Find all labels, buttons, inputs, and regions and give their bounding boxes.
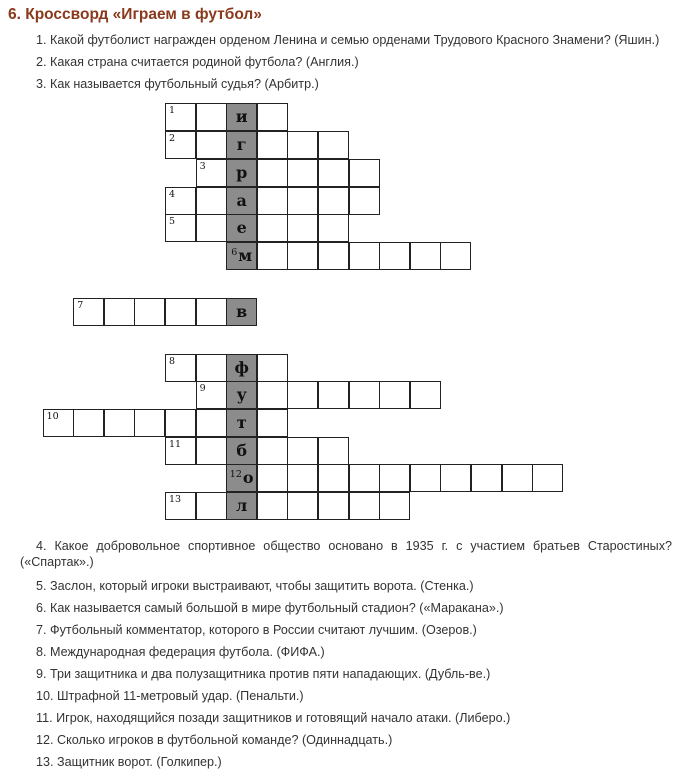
key-letter: р xyxy=(236,163,248,182)
crossword-cell xyxy=(257,381,288,409)
crossword-cell xyxy=(410,464,441,492)
crossword-cell xyxy=(379,464,410,492)
crossword-key-cell xyxy=(226,298,257,326)
crossword-cell xyxy=(196,409,227,437)
crossword-cell xyxy=(196,103,227,131)
key-letter: а xyxy=(236,191,247,210)
question-8: 8. Международная федерация футбола. (ФИФА.) xyxy=(36,645,325,659)
clue-number: 6 xyxy=(231,247,238,258)
crossword-cell xyxy=(349,187,380,215)
crossword-cell xyxy=(318,242,349,270)
clue-number: 8 xyxy=(169,356,176,367)
crossword-cell xyxy=(134,298,165,326)
crossword-cell xyxy=(257,131,288,159)
crossword-cell xyxy=(318,492,349,520)
crossword-key-cell xyxy=(226,159,257,187)
crossword-cell xyxy=(104,298,135,326)
clue-number: 10 xyxy=(46,411,59,422)
crossword-cell xyxy=(318,159,349,187)
key-letter: т xyxy=(236,413,247,432)
crossword-cell xyxy=(196,437,227,465)
key-letter: в xyxy=(236,302,248,321)
crossword-key-cell xyxy=(226,464,257,492)
crossword-key-cell xyxy=(226,103,257,131)
question-9: 9. Три защитника и два полузащитника против пяти нападающих. (Дубль-ве.) xyxy=(36,667,491,681)
key-letter: л xyxy=(236,496,248,515)
crossword-cell xyxy=(165,298,196,326)
crossword-cell xyxy=(318,187,349,215)
key-letter: б xyxy=(236,441,248,460)
clue-number: 7 xyxy=(77,300,84,311)
question-4: 4. Какое добровольное спортивное общество основано в 1935 г. с участием братьев Старостиных? («Спартак».) xyxy=(20,539,672,569)
crossword-cell xyxy=(134,409,165,437)
crossword-key-cell xyxy=(226,354,257,382)
clue-number: 11 xyxy=(169,439,182,450)
question-6: 6. Как называется самый большой в мире футбольный стадион? («Маракана».) xyxy=(36,601,504,615)
crossword-cell xyxy=(196,131,227,159)
crossword-cell xyxy=(440,242,471,270)
crossword-key-cell xyxy=(226,437,257,465)
crossword-cell xyxy=(318,214,349,242)
clue-number: 4 xyxy=(169,189,176,200)
question-11: 11. Игрок, находящийся позади защитников и готовящий начало атаки. (Либеро.) xyxy=(36,711,511,725)
crossword-key-cell xyxy=(226,409,257,437)
crossword-cell xyxy=(257,187,288,215)
crossword-cell xyxy=(349,464,380,492)
crossword-cell xyxy=(318,464,349,492)
crossword-cell xyxy=(73,409,104,437)
crossword-cell xyxy=(379,492,410,520)
crossword-cell xyxy=(287,131,318,159)
crossword-cell xyxy=(318,437,349,465)
clue-number: 13 xyxy=(169,494,182,505)
crossword-cell xyxy=(73,298,104,326)
crossword-cell xyxy=(287,492,318,520)
key-letter: $^{12}$о xyxy=(229,468,254,487)
crossword-cell xyxy=(349,381,380,409)
clue-number: 5 xyxy=(169,216,176,227)
crossword-cell xyxy=(165,187,196,215)
crossword-cell xyxy=(257,492,288,520)
crossword-cell xyxy=(287,464,318,492)
crossword-cell xyxy=(287,214,318,242)
question-13: 13. Защитник ворот. (Голкипер.) xyxy=(36,755,222,769)
clue-number: 2 xyxy=(169,133,176,144)
crossword-cell xyxy=(287,242,318,270)
question-12: 12. Сколько игроков в футбольной команде? (Одиннадцать.) xyxy=(36,733,393,747)
key-letter: ф xyxy=(234,358,249,377)
key-letter: е xyxy=(236,218,247,237)
question-5: 5. Заслон, который игроки выстраивают, чтобы защитить ворота. (Стенка.) xyxy=(36,579,474,593)
crossword-cell xyxy=(43,409,74,437)
crossword-cell xyxy=(257,464,288,492)
crossword-cell xyxy=(410,381,441,409)
crossword-cell xyxy=(257,354,288,382)
crossword-cell xyxy=(379,242,410,270)
crossword-key-cell xyxy=(226,242,257,270)
crossword-cell xyxy=(349,242,380,270)
question-7: 7. Футбольный комментатор, которого в России считают лучшим. (Озеров.) xyxy=(36,623,477,637)
crossword-cell xyxy=(379,381,410,409)
crossword-cell xyxy=(318,381,349,409)
crossword-cell xyxy=(196,187,227,215)
crossword-key-cell xyxy=(226,131,257,159)
clue-number: 12 xyxy=(229,469,242,480)
crossword-cell xyxy=(257,103,288,131)
key-letter: и xyxy=(235,107,248,126)
crossword-key-cell xyxy=(226,187,257,215)
clue-number: 1 xyxy=(169,105,176,116)
clue-number: 3 xyxy=(199,161,206,172)
crossword-cell xyxy=(257,409,288,437)
crossword-cell xyxy=(165,103,196,131)
crossword-cell xyxy=(257,214,288,242)
crossword-cell xyxy=(165,214,196,242)
crossword-cell xyxy=(318,131,349,159)
clue-number: 9 xyxy=(199,383,206,394)
crossword-cell xyxy=(287,159,318,187)
crossword-cell xyxy=(440,464,471,492)
crossword-cell xyxy=(196,159,227,187)
crossword-cell xyxy=(196,354,227,382)
crossword-cell xyxy=(349,159,380,187)
crossword-cell xyxy=(287,381,318,409)
question-1: 1. Какой футболист награжден орденом Ленина и семью орденами Трудового Красного Знамени? (Яшин.) xyxy=(36,33,660,47)
crossword-cell xyxy=(196,381,227,409)
question-2: 2. Какая страна считается родиной футбола? (Англия.) xyxy=(36,55,359,69)
crossword-cell xyxy=(532,464,563,492)
question-3: 3. Как называется футбольный судья? (Арбитр.) xyxy=(36,77,319,91)
key-letter: у xyxy=(236,385,247,404)
crossword-cell xyxy=(287,187,318,215)
crossword-cell xyxy=(165,131,196,159)
crossword-key-cell xyxy=(226,381,257,409)
crossword-cell xyxy=(196,298,227,326)
crossword-cell xyxy=(165,354,196,382)
crossword-cell xyxy=(165,437,196,465)
crossword-cell xyxy=(104,409,135,437)
question-10: 10. Штрафной 11-метровый удар. (Пенальти.) xyxy=(36,689,304,703)
crossword-cell xyxy=(410,242,441,270)
crossword-cell xyxy=(165,492,196,520)
crossword-cell xyxy=(349,492,380,520)
crossword-key-cell xyxy=(226,214,257,242)
crossword-cell xyxy=(502,464,533,492)
crossword-key-cell xyxy=(226,492,257,520)
crossword-cell xyxy=(196,492,227,520)
crossword-cell xyxy=(165,409,196,437)
key-letter: г xyxy=(236,135,247,154)
crossword-cell xyxy=(196,214,227,242)
key-letter: $^6$м xyxy=(231,246,253,265)
crossword-cell xyxy=(471,464,502,492)
page-title: 6. Кроссворд «Играем в футбол» xyxy=(8,6,262,23)
crossword-cell xyxy=(257,437,288,465)
crossword-cell xyxy=(257,159,288,187)
crossword-cell xyxy=(287,437,318,465)
crossword-cell xyxy=(257,242,288,270)
